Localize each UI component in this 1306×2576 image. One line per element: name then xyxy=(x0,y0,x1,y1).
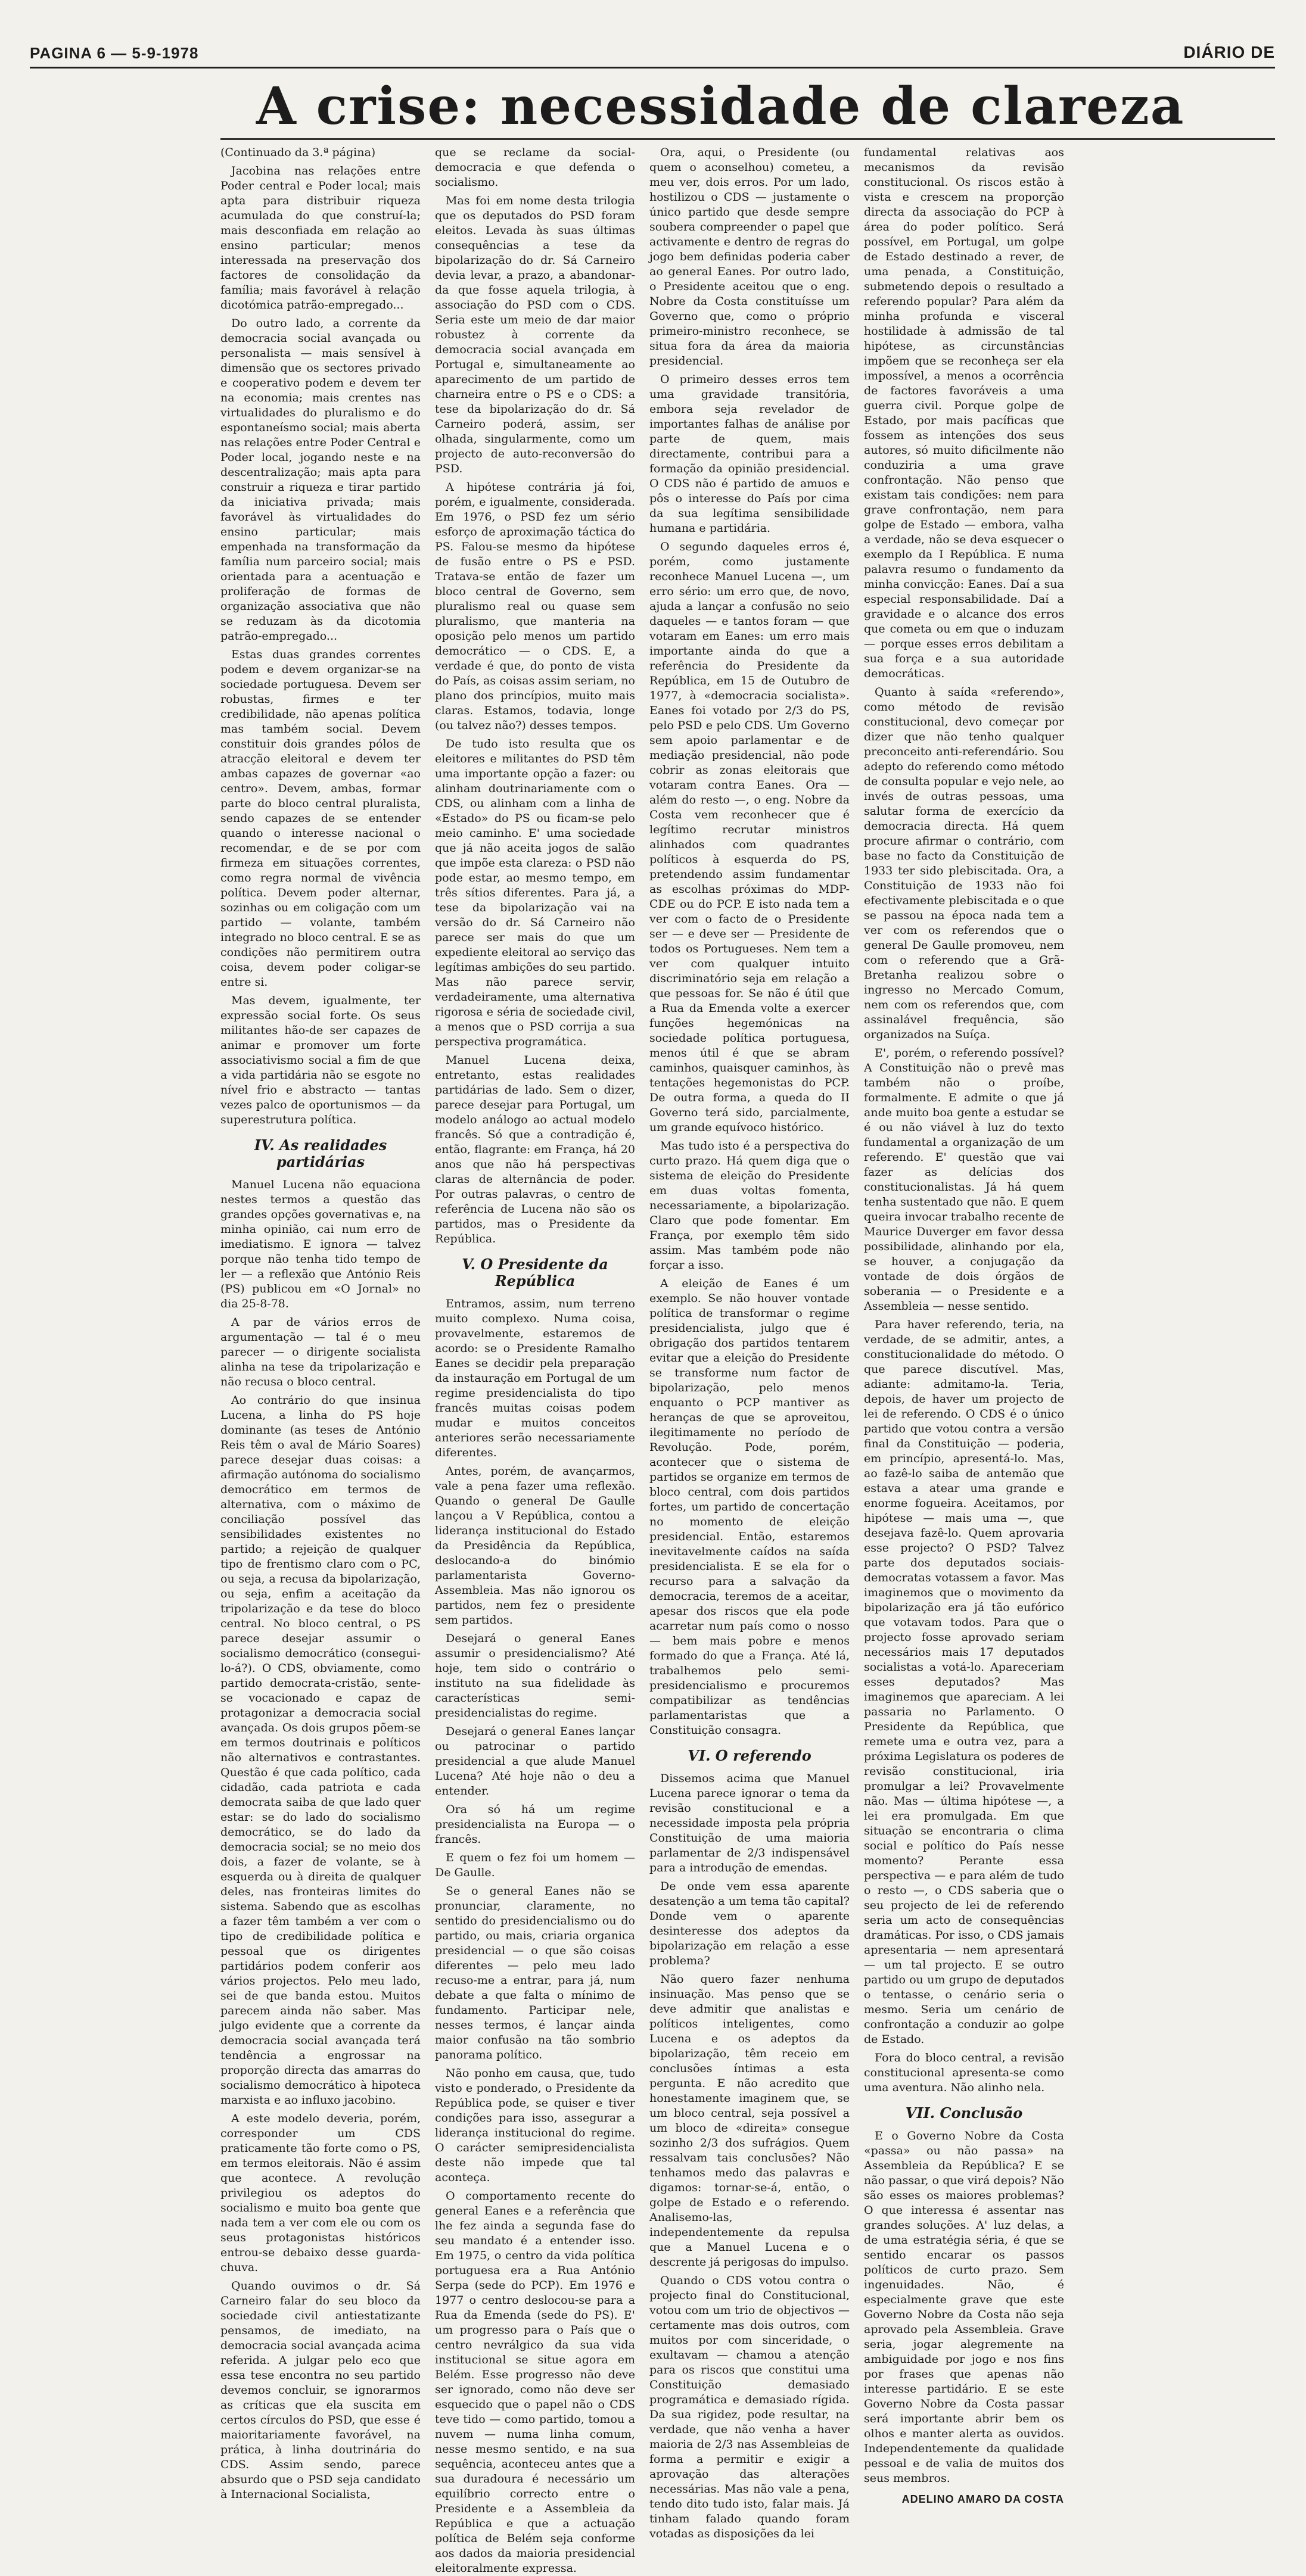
paragraph: Não ponho em causa, que, tudo visto e ponderado, o Presidente da República pode, se quiser e tiver condições para isso, assegurar a liderança institucional do regime. O carácter semipresidencialista deste não impede que tal aconteça. xyxy=(435,2067,635,2184)
paragraph: que se reclame da social-democracia e que defenda o socialismo. xyxy=(435,146,635,189)
paragraph: O comportamento recente do general Eanes e a referência que lhe fez ainda a segunda fase do seu mandato é a entender isso. Em 1975, o centro da vida política portuguesa era a Rua António Serpa (sede do PCP). Em 1976 e 1977 o centro deslocou-se para a Rua da Emenda (sede do PS). E' um progresso para o País que o centro nevrálgico da sua vida institucional se situe agora em Belém. Esse progresso não deve ser ignorado, como não deve ser esquecido que o papel não o CDS teve tido — como partido, tomou a nuvem — numa linha comum, nesse mesmo sentido, e na sua sequência, aconteceu antes que a sua duradoura é necessário um equilíbrio correcto entre o Presidente e a Assembleia da República e que a actuação política de Belém seja conforme aos dados da maioria presidencial eleitoralmente expressa. xyxy=(435,2189,635,2575)
column-3 xyxy=(649,145,850,2540)
paragraph: Estas duas grandes correntes podem e devem organizar-se na sociedade portuguesa. Devem ser robustas, firmes e ter credibilidade, não apenas política mas também social. Devem constituir dois grandes pólos de atracção eleitoral e devem ter ambas capazes de governar «ao centro». Devem, ambas, formar parte do bloco central pluralista, sendo capazes de se entender quando o interesse nacional o recomendar, e de se por com firmeza em situações correntes, como regra normal de vivência política. Devem poder alternar, sozinhas ou em coligação com um partido — volante, também integrado no bloco central. E se as condições não permitirem outra coisa, devem poder coligar-se entre si. xyxy=(220,648,421,989)
paragraph: Manuel Lucena não equaciona nestes termos a questão das grandes opções governativas e, na minha opinião, cai num erro de imediatismo. E ignora — talvez porque não tenha tido tempo de ler — a reflexão que António Reis (PS) publicou em «O Jornal» no dia 25-8-78. xyxy=(220,1178,421,1310)
paragraph: fundamental relativas aos mecanismos da revisão constitucional. Os riscos estão à vista e crescem na proporção directa da associação do PCP à área do poder político. Será possível, em Portugal, um golpe de Estado destinado a rever, de uma penada, a Constituição, submetendo depois o resultado a referendo popular? Para além da minha profunda e visceral hostilidade à admissão de tal hipótese, as circunstâncias impõem que se reconheça ser ela impossível, a menos a ocorrência de factores favoráveis a uma guerra civil. Porque golpe de Estado, por mais pacíficas que fossem as intenções dos seus autores, só muito dificilmente não conduziria a uma grave confrontação. Não penso que existam tais condições: nem para grave confrontação, nem para golpe de Estado — embora, valha a verdade, não se deva esquecer o exemplo da I República. E numa palavra resumo o fundamento da minha convicção: Eanes. Daí a sua especial responsabilidade. Daí a gravidade e o alcance dos erros que cometa ou em que o induzam — porque esses erros debilitam a sua força e a sua autoridade democráticas. xyxy=(864,146,1064,680)
header-rule xyxy=(30,67,1275,68)
paragraph: Não quero fazer nenhuma insinuação. Mas penso que se deve admitir que analistas e políticos inteligentes, como Lucena e os adeptos da bipolarização, têm receio em conclusões íntimas a esta pergunta. E não acredito que honestamente imaginem que, se um bloco central, seja possível a um bloco de «direita» consegue sozinho 2/3 dos sufrágios. Quem ressalvam tais conclusões? Não tenhamos medo das palavras e digamos: tornar-se-á, então, o golpe de Estado e o referendo. Analisemo-las, independentemente da repulsa que a Manuel Lucena e o descrente já perigosas do impulso. xyxy=(649,1973,850,2269)
paragraph: Desejará o general Eanes lançar ou patrocinar o partido presidencial a que alude Manuel Lucena? Até hoje não o deu a entender. xyxy=(435,1725,635,1798)
paragraph: Mas devem, igualmente, ter expressão social forte. Os seus militantes hão-de ser capazes de animar e promover um forte associativismo social a fim de que a vida partidária não se esgote no nível frio e abstracto — tantas vezes palco de oportunismos — da superestrutura política. xyxy=(220,994,421,1126)
section-heading: VI. O referendo xyxy=(688,1747,811,1764)
paragraph: A eleição de Eanes é um exemplo. Se não houver vontade política de transformar o regime presidencialista, julgo que é obrigação dos partidos tentarem evitar que a eleição do Presidente se transforme num factor de bipolarização, pelo menos enquanto o PCP mantiver as heranças de que se aproveitou, ilegitimamente no período de Revolução. Pode, porém, acontecer que o sistema de partidos se organize em termos de bloco central, com dois partidos fortes, um partido de concertação no momento de eleição presidencial. Então, estaremos inevitavelmente caídos na saída presidencialista. E se ela for o recurso para a salvação da democracia, teremos de a aceitar, apesar dos riscos que ela pode acarretar num país como o nosso — bem mais pobre e menos formado do que a França. Até lá, trabalhemos pelo semi-presidencialismo e procuremos compatibilizar as tendências parlamentaristas que a Constituição consagra. xyxy=(649,1277,850,1737)
paragraph: E o Governo Nobre da Costa «passa» ou não passa» na Assembleia da República? E se não passar, o que virá depois? Não são esses os maiores problemas? O que interessa é assentar nas grandes soluções. A' luz delas, a de uma estratégia séria, é que se sentido encarar os passos políticos de curto prazo. Sem ingenuidades. Não, é especialmente grave que este Governo Nobre da Costa não seja aprovado pela Assembleia. Grave seria, jogar alegremente na ambiguidade por jogo e nos fins por frases que apenas não interesse partidário. E se este Governo Nobre da Costa passar será importante abrir bem os olhos e manter alerta as ouvidos. Independentemente da qualidade pessoal e de valia de muitos dos seus membros. xyxy=(864,2129,1064,2485)
paragraph: O primeiro desses erros tem uma gravidade transitória, embora seja revelador de importantes falhas de análise por parte de quem, mais directamente, contribui para a formação da opinião presidencial. O CDS não é partido de amuos e pôs o interesse do País por cima da sua legítima sensibilidade humana e partidária. xyxy=(649,373,850,535)
continued-note: (Continuado da 3.ª página) xyxy=(220,146,376,159)
paragraph: Ora, aqui, o Presidente (ou quem o aconselhou) cometeu, a meu ver, dois erros. Por um lado, hostilizou o CDS — justamente o único partido que desde sempre soubera compreender o papel que activamente e dentro de regras do jogo bem definidas poderia caber ao general Eanes. Por outro lado, o Presidente aceitou que o eng. Nobre da Costa constituísse um Governo que, como o próprio primeiro-ministro reconhece, se situa fora da área da maioria presidencial. xyxy=(649,146,850,367)
paragraph: A par de vários erros de argumentação — tal é o meu parecer — o dirigente socialista alinha na tese da tripolarização e não recusa o bloco central. xyxy=(220,1316,421,1388)
paragraph: E', porém, o referendo possível? A Constituição não o prevê mas também não o proíbe, formalmente. E admite o que já ande muito boa gente a estudar se é ou não viável à luz do texto fundamental a organização de um referendo. E' questão que vai fazer as delícias dos constitucionalistas. Já há quem tenha sustentado que não. E quem queira invocar trabalho recente de Maurice Duverger em favor dessa possibilidade, alinhando por ela, se houver, a conjugação da vontade de dois órgãos de soberania — o Presidente e a Assembleia — nesse sentido. xyxy=(864,1046,1064,1313)
paragraph: Desejará o general Eanes assumir o presidencialismo? Até hoje, tem sido o contrário o instituto na sua fidelidade às características semi-presidencialistas do regime. xyxy=(435,1632,635,1720)
paragraph: Mas foi em nome desta trilogia que os deputados do PSD foram eleitos. Levada às suas últimas consequências a tese da bipolarização do dr. Sá Carneiro devia levar, a prazo, a abandonar-da que fosse aquela trilogia, à associação do PSD com o CDS. Seria este um meio de dar maior robustez à corrente da democracia social avançada em Portugal e, simultaneamente ao aparecimento de um partido de charneira entre o PS e o CDS: a tese da bipolarização do dr. Sá Carneiro poderá, assim, ser olhada, singularmente, como um projecto de auto-reconversão do PSD. xyxy=(435,194,635,475)
column-4 xyxy=(864,145,1064,2505)
paragraph: Quando o CDS votou contra o projecto final do Constitucional, votou com um trio de objectivos — certamente mas dois outros, com muitos por com sinceridade, o exultavam — chamou a atenção para os riscos que constitui uma Constituição demasiado programática e demasiado rígida. Da sua rigidez, pode resultar, na verdade, que não venha a haver maioria de 2/3 nas Assembleias de forma a permitir e exigir a aprovação das alterações necessárias. Mas não vale a pena, tendo dito tudo isto, falar mais. Já tinham falado quando foram votadas as disposições da lei xyxy=(649,2274,850,2540)
section-heading: VII. Conclusão xyxy=(905,2104,1023,2122)
paragraph: Para haver referendo, teria, na verdade, de se admitir, antes, a constitucionalidade do método. O que parece discutível. Mas, adiante: admitamo-la. Teria, depois, de haver um projecto de lei de referendo. O CDS é o único partido que votou contra a versão final da Constituição — poderia, em princípio, apresentá-lo. Mas, ao fazê-lo saiba de antemão que estava a atear uma grande e enorme fogueira. Aceitamos, por hipótese — mais uma —, que desejava fazê-lo. Quem aprovaria esse projecto? O PSD? Talvez parte dos deputados sociais-democratas votassem a favor. Mas imaginemos que o movimento da bipolarização era já tão eufórico que votavam todos. Para que o projecto fosse aprovado seriam necessários mais 17 deputados socialistas a votá-lo. Apareceriam esses deputados? Mas imaginemos que apareciam. A lei passaria no Parlamento. O Presidente da República, que remete uma e outra vez, para a próxima Legislatura os poderes de revisão constitucional, iria promulgar a lei? Provavelmente não. Mas — última hipótese —, a lei era promulgada. Em que situação se encontraria o clima social e político do País nesse momento? Perante essa perspectiva — e para além de tudo o resto —, o CDS saberia que o seu projecto de lei de referendo seria um acto de consequências dramáticas. Por isso, o CDS jamais apresentaria — nem apresentará — um tal projecto. E se outro partido ou um grupo de deputados o tentasse, o cenário seria o mesmo. Seria um cenário de confrontação a conduzir ao golpe de Estado. xyxy=(864,1318,1064,2046)
section-heading: IV. As realidades partidárias xyxy=(254,1136,387,1170)
paragraph: Manuel Lucena deixa, entretanto, estas realidades partidárias de lado. Sem o dizer, parece desejar para Portugal, um modelo análogo ao actual modelo francês. Só que a contradição é, então, flagrante: em França, há 20 anos que não há perspectivas claras de alternância de poder. Por outras palavras, o centro de referência de Lucena não são os partidos, mas o Presidente da República. xyxy=(435,1054,635,1245)
paragraph: Jacobina nas relações entre Poder central e Poder local; mais apta para distribuir riqueza acumulada do que construí-la; mais desconfiada em relação ao ensino particular; menos interessada na preservação dos factores de consolidação da família; mais favorável à relação dicotómica patrão-empregado... xyxy=(220,164,421,312)
paragraph: De onde vem essa aparente desatenção a um tema tão capital? Donde vem o aparente desinteresse dos adeptos da bipolarização em relação a esse problema? xyxy=(649,1880,850,1967)
author-byline: ADELINO AMARO DA COSTA xyxy=(901,2493,1064,2505)
paragraph: E quem o fez foi um homem — De Gaulle. xyxy=(435,1851,635,1879)
article-title: A crise: necessidade de clareza xyxy=(256,76,1185,136)
paragraph: Ao contrário do que insinua Lucena, a linha do PS hoje dominante (as teses de António Reis têm o aval de Mário Soares) parece desejar duas coisas: a afirmação autónoma do socialismo democrático em termos de alternativa, com o máximo de conciliação possível das sensibilidades existentes no partido; a rejeição de qualquer tipo de frentismo claro com o PC, ou seja, a recusa da bipolarização, ou seja, enfim a aceitação da tripolarização e da tese do bloco central. No bloco central, o PS parece desejar assumir o socialismo democrático (consegui-lo-á?). O CDS, obviamente, como partido democrata-cristão, sente-se vocacionado e capaz de protagonizar a democracia social avançada. Os dois grupos põem-se em termos doutrinais e políticos não alternativos e contrastantes. Questão é que cada político, cada cidadão, cada patriota e cada democrata saiba de que lado quer estar: se do lado do socialismo democrático, se do lado da democracia social; se no meio dos dois, a fazer de volante, se à esquerda ou à direita de qualquer deles, nas fronteiras limites do sistema. Sabendo que as escolhas a fazer têm também a ver com o tipo de credibilidade política e pessoal que os dirigentes partidários podem conferir aos vários projectos. Pelo meu lado, sei de que banda estou. Muitos parecem ainda não saber. Mas julgo evidente que a corrente da democracia social avançada terá tendência a engrossar na proporção directa das amarras do socialismo democrático à hipoteca marxista e ao influxo jacobino. xyxy=(220,1394,421,2107)
paragraph: Mas tudo isto é a perspectiva do curto prazo. Há quem diga que o sistema de eleição do Presidente em duas voltas fomenta, necessariamente, a bipolarização. Claro que pode fomentar. Em França, por exemplo têm sido assim. Mas também pode não forçar a isso. xyxy=(649,1139,850,1272)
paragraph: Do outro lado, a corrente da democracia social avançada ou personalista — mais sensível à dimensão que os sectores privado e cooperativo podem e devem ter na economia; mais crentes nas virtualidades do pluralismo e do espontaneísmo social; mais aberta nas relações entre Poder Central e Poder local, jogando neste e na descentralização; mais apta para construir a riqueza e tirar partido da iniciativa privada; mais favorável às virtualidades do ensino particular; mais empenhada na transformação da família num parceiro social; mais orientada para a acentuação e proliferação de formas de organização associativa que não se reduzam às da dicotomia patrão-empregado... xyxy=(220,317,421,643)
paragraph: Ora só há um regime presidencialista na Europa — o francês. xyxy=(435,1803,635,1846)
section-heading: V. O Presidente da República xyxy=(462,1256,608,1289)
paragraph: O segundo daqueles erros é, porém, como justamente reconhece Manuel Lucena —, um erro sério: um erro que, de novo, ajuda a lançar a confusão no seio daqueles — e tantos foram — que votaram em Eanes: um erro mais importante ainda do que a referência do Presidente da República, em 15 de Outubro de 1977, à «democracia socialista». Eanes foi votado por 2/3 do PS, pelo PSD e pelo CDS. Um Governo sem apoio parlamentar e de mediação presidencial, não pode cobrir as zonas eleitorais que votaram contra Eanes. Ora — além do resto —, o eng. Nobre da Costa vem reconhecer que é legítimo recrutar ministros alinhados com quadrantes políticos à esquerda do PS, pretendendo assim fundamentar as escolhas próximas do MDP-CDE ou do PCP. E isto nada tem a ver com o facto de o Presidente ser — e deve ser — Presidente de todos os Portugueses. Nem tem a ver com qualquer intuito discriminatório seja em relação a que pessoas for. Se não é útil que a Rua da Emenda volte a exercer funções hegemónicas na sociedade política portuguesa, menos útil é que se abram caminhos, quaisquer caminhos, às tentações hegemonistas do PCP. De outra forma, a queda do II Governo terá sido, parcialmente, um grande equívoco histórico. xyxy=(649,540,850,1134)
column-1 xyxy=(220,145,421,2501)
paragraph: De tudo isto resulta que os eleitores e militantes do PSD têm uma importante opção a fazer: ou alinham doutrinariamente com o CDS, ou alinham com a linha de «Estado» do PS ou ficam-se pelo meio caminho. E' uma sociedade que já não aceita jogos de salão que impõe esta clareza: o PSD não pode estar, ao mesmo tempo, em três sítios diferentes. Para já, a tese da bipolarização vai na versão do dr. Sá Carneiro não parece ser mais do que um expediente eleitoral ao serviço das legítimas ambições do seu partido. Mas não parece servir, verdadeiramente, uma alternativa rigorosa e séria de sociedade civil, a menos que o PSD corrija a sua perspectiva programática. xyxy=(435,737,635,1048)
paragraph: Quando ouvimos o dr. Sá Carneiro falar do seu bloco da sociedade civil antiestatizante pensamos, de imediato, na democracia social avançada acima referida. A julgar pelo eco que essa tese encontra no seu partido devemos concluir, se ignorarmos as críticas que ela suscita em certos círculos do PSD, que esse é maioritariamente favorável, na prática, à linha doutrinária do CDS. Assim sendo, parece absurdo que o PSD seja candidato à Internacional Socialista, xyxy=(220,2279,421,2501)
paragraph: Fora do bloco central, a revisão constitucional apresenta-se como uma aventura. Não alinho nela. xyxy=(864,2051,1064,2094)
title-rule xyxy=(220,138,1275,140)
paragraph: A hipótese contrária já foi, porém, e igualmente, considerada. Em 1976, o PSD fez um sério esforço de aproximação táctica do PS. Falou-se mesmo da hipótese de fusão entre o PS e PSD. Tratava-se então de fazer um bloco central de Governo, sem pluralismo real ou quase sem pluralismo, que manteria na oposição pelo menos um partido democrático — o CDS. E, a verdade é que, do ponto de vista do País, as coisas assim seriam, no plano dos princípios, muito mais claras. Estamos, todavia, longe (ou talvez não?) desses tempos. xyxy=(435,481,635,732)
paragraph: Antes, porém, de avançarmos, vale a pena fazer uma reflexão. Quando o general De Gaulle lançou a V República, contou a liderança institucional do Estado da Presidência da República, deslocando-a do binómio parlamentarista Governo-Assembleia. Mas não ignorou os partidos, nem fez o presidente sem partidos. xyxy=(435,1465,635,1627)
paragraph: Quanto à saída «referendo», como método de revisão constitucional, devo começar por dizer que não tenho qualquer preconceito anti-referendário. Sou adepto do referendo como método de consulta popular e vejo nele, ao invés de outras pessoas, uma salutar forma de exercício da democracia directa. Há quem procure afirmar o contrário, com base no facto da Constituição de 1933 ter sido plebiscitada. Ora, a Constituição de 1933 não foi efectivamente plebiscitada e o que se passou na época nada tem a ver com os referendos que o general De Gaulle promoveu, nem com o referendo que a Grã-Bretanha realizou sobre o ingresso no Mercado Comum, nem com os referendos que, com assinalável frequência, são organizados na Suíça. xyxy=(864,686,1064,1041)
column-2 xyxy=(435,145,635,2575)
page-number-date: PAGINA 6 — 5-9-1978 xyxy=(30,44,199,62)
paragraph: Se o general Eanes não se pronunciar, claramente, no sentido do presidencialismo ou do partido, ou mais, criaria organica presidencial — o que são coisas diferentes — pelo meu lado recuso-me a entrar, para já, num debate a que falta o mínimo de fundamento. Participar nele, nesses termos, é lançar ainda maior confusão na tão sombrio panorama político. xyxy=(435,1885,635,2061)
article-body xyxy=(220,145,1275,2575)
newspaper-name: DIÁRIO DE xyxy=(1183,43,1275,61)
paragraph: Entramos, assim, num terreno muito complexo. Numa coisa, provavelmente, estaremos de acordo: se o Presidente Ramalho Eanes se decidir pela preparação da instauração em Portugal de um regime presidencialista do tipo francês muitas coisas podem mudar e muitos conceitos anteriores serão necessariamente diferentes. xyxy=(435,1297,635,1459)
paragraph: A este modelo deveria, porém, corresponder um CDS praticamente tão forte como o PS, em termos eleitorais. Não é assim que acontece. A revolução privilegiou os adeptos do socialismo e muito boa gente que nada tem a ver com ele ou com os seus protagonistas históricos entrou-se debaixo desse guarda-chuva. xyxy=(220,2112,421,2274)
paragraph: Dissemos acima que Manuel Lucena parece ignorar o tema da revisão constitucional e a necessidade imposta pela própria Constituição de uma maioria parlamentar de 2/3 indispensável para a introdução de emendas. xyxy=(649,1772,850,1874)
